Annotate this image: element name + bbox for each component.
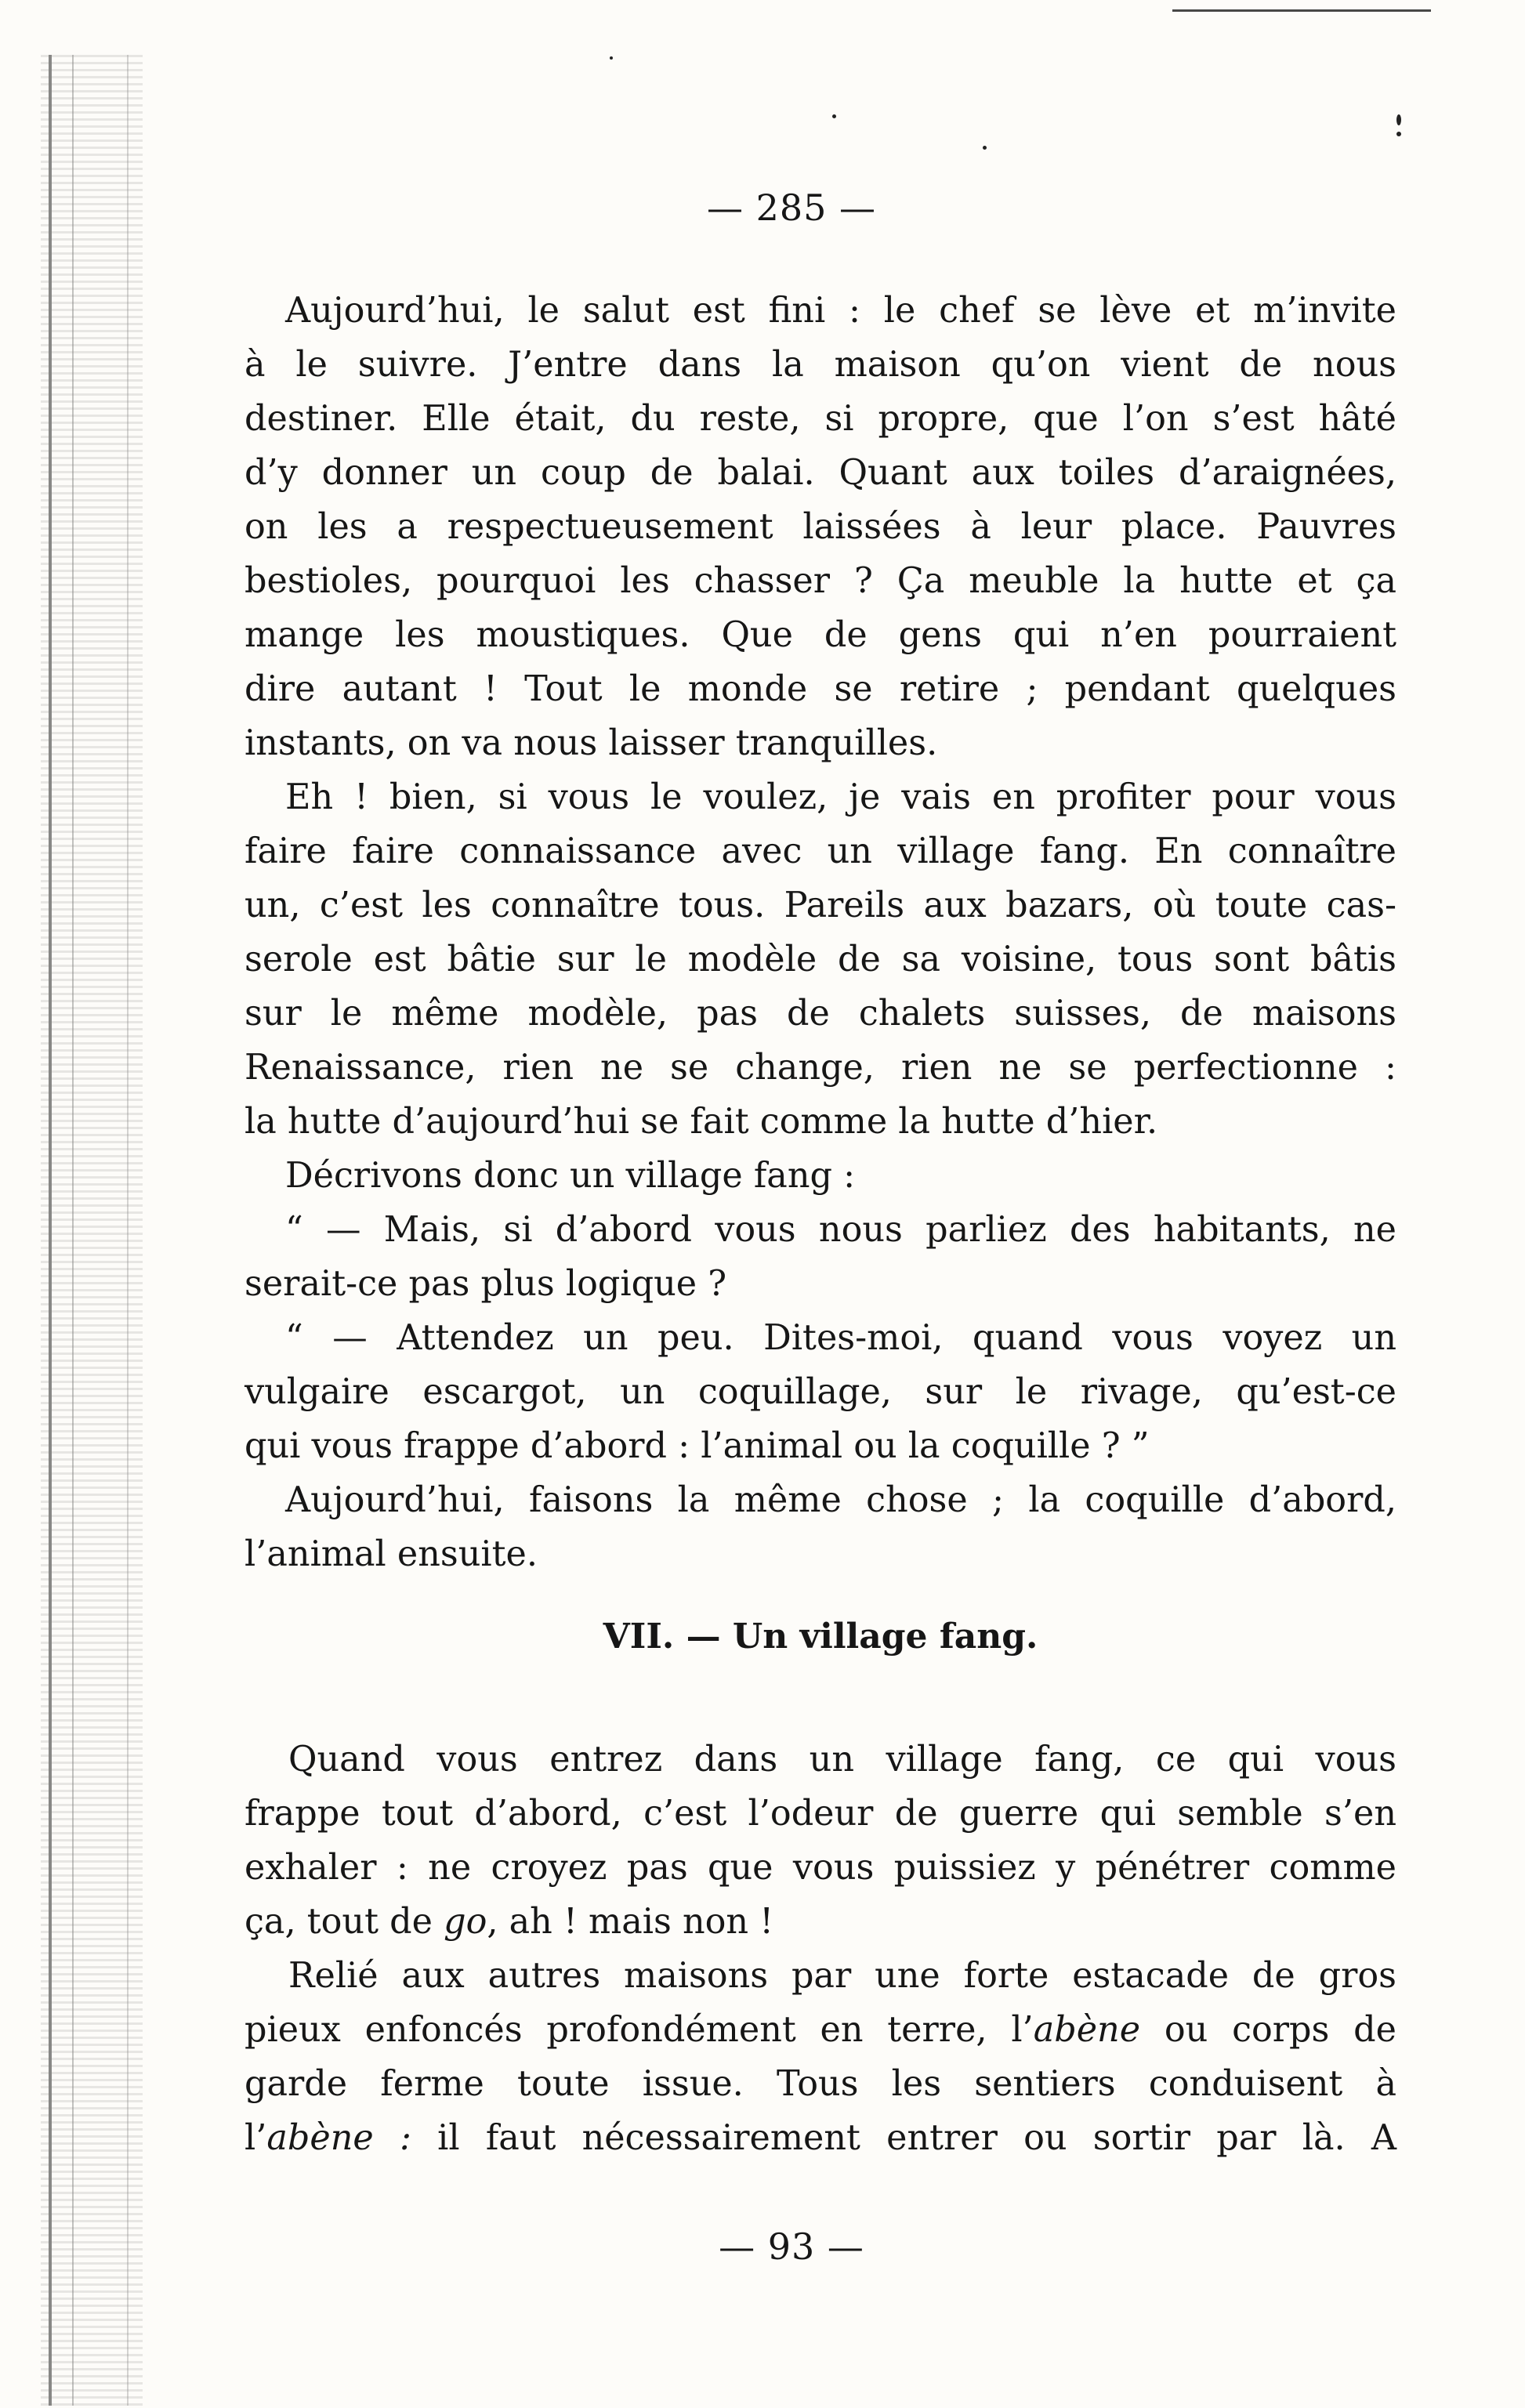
section-heading: VII. — Un village fang. xyxy=(603,1617,1038,1657)
text-line: on les a respectueusement laissées à leur place. Pauvres xyxy=(245,507,1396,547)
text-line xyxy=(245,1895,1396,1949)
ink-speck xyxy=(1396,114,1401,125)
text-line: la hutte d’aujourd’hui se fait comme la hutte d’hier. xyxy=(245,1102,1158,1142)
text-line: Décrivons donc un village fang : xyxy=(285,1156,856,1196)
text-line: bestioles, pourquoi les chasser ? Ça meuble la hutte et ça xyxy=(245,561,1396,601)
text-line: Relié aux autres maisons par une forte estacade de gros xyxy=(288,1956,1396,1996)
text-line: Aujourd’hui, faisons la même chose ; la coquille d’abord, xyxy=(285,1480,1396,1520)
ink-speck xyxy=(832,114,836,118)
text-line: un, c’est les connaître tous. Pareils aux bazars, où toute cas- xyxy=(245,885,1396,925)
text-line: serole est bâtie sur le modèle de sa voisine, tous sont bâtis xyxy=(245,940,1396,979)
text-line: instants, on va nous laisser tranquilles. xyxy=(245,723,938,763)
text-line: garde ferme toute issue. Tous les sentiers conduisent à xyxy=(245,2064,1396,2104)
text-line: frappe tout d’abord, c’est l’odeur de guerre qui semble s’en xyxy=(245,1794,1396,1834)
text-segment: il faut nécessairement entrer ou sortir par là. A xyxy=(411,2118,1396,2158)
text-line: Aujourd’hui, le salut est fini : le chef se lève et m’invite xyxy=(285,291,1396,331)
text-line: Eh ! bien, si vous le voulez, je vais en profiter pour vous xyxy=(285,777,1396,817)
text-line xyxy=(245,2111,1396,2165)
text-line: Quand vous entrez dans un village fang, ce qui vous xyxy=(288,1740,1396,1780)
text-segment: l’ xyxy=(245,2118,267,2158)
top-rule xyxy=(1172,9,1431,12)
text-line: à le suivre. J’entre dans la maison qu’on vient de nous xyxy=(245,345,1396,385)
text-line: Renaissance, rien ne se change, rien ne se perfectionne : xyxy=(245,1048,1396,1088)
text-segment: pieux enfoncés profondément en terre, l’ xyxy=(245,2010,1034,2050)
text-line: dire autant ! Tout le monde se retire ; pendant quelques xyxy=(245,669,1396,709)
text-segment: ça, tout de xyxy=(245,1902,444,1942)
text-line: l’animal ensuite. xyxy=(245,1534,538,1574)
text-line: exhaler : ne croyez pas que vous puissiez y pénétrer comme xyxy=(245,1848,1396,1888)
text-line: sur le même modèle, pas de chalets suisses, de maisons xyxy=(245,994,1396,1034)
body-text xyxy=(245,284,1396,2165)
page-footer-number: — 93 — xyxy=(719,2225,864,2268)
text-line: destiner. Elle était, du reste, si propre, que l’on s’est hâté xyxy=(245,399,1396,439)
ink-speck xyxy=(983,146,987,150)
text-line: faire faire connaissance avec un village fang. En connaître xyxy=(245,831,1396,871)
text-segment: ou corps de xyxy=(1140,2010,1396,2050)
ink-speck xyxy=(1396,132,1401,136)
text-line: mange les moustiques. Que de gens qui n’en pourraient xyxy=(245,615,1396,655)
italic-word: abène xyxy=(1033,2010,1141,2050)
text-line: serait-ce pas plus logique ? xyxy=(245,1264,727,1304)
page-header-number: — 285 — xyxy=(706,186,877,229)
text-line: qui vous frappe d’abord : l’animal ou la coquille ? ” xyxy=(245,1426,1150,1466)
dialogue-line: “ — Attendez un peu. Dites-moi, quand vous voyez un xyxy=(285,1318,1396,1358)
text-line: vulgaire escargot, un coquillage, sur le rivage, qu’est-ce xyxy=(245,1372,1396,1412)
text-line xyxy=(245,2003,1396,2057)
dialogue-line: “ — Mais, si d’abord vous nous parliez des habitants, ne xyxy=(285,1210,1396,1250)
binding-edge xyxy=(41,55,143,2406)
ink-speck xyxy=(610,56,613,60)
italic-word: abène : xyxy=(266,2118,411,2158)
italic-word: go xyxy=(444,1902,487,1942)
text-line: d’y donner un coup de balai. Quant aux toiles d’araignées, xyxy=(245,453,1396,493)
text-segment: , ah ! mais non ! xyxy=(487,1902,774,1942)
